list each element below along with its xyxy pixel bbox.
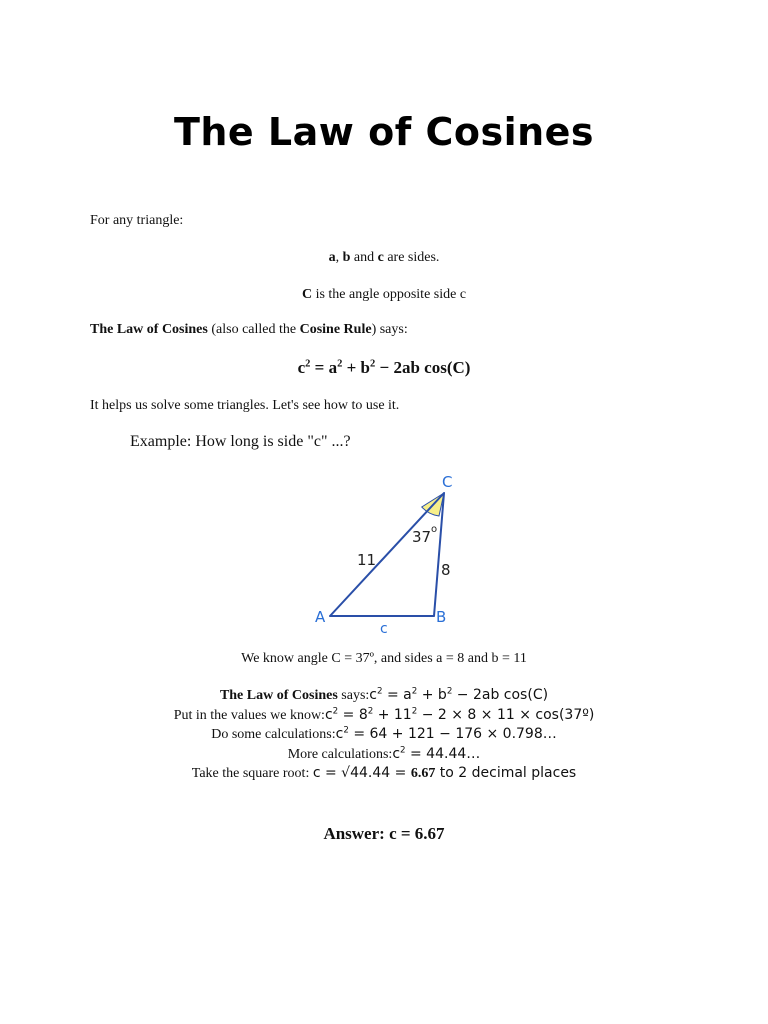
calc-formula: = 64 + 121 − 176 × 0.798… — [348, 726, 557, 742]
calc-law: The Law of Cosines — [219, 688, 338, 703]
calc-exp: 2 — [332, 705, 339, 716]
side-c: c — [377, 250, 384, 265]
calc-formula: c = √44.44 = — [312, 765, 411, 781]
calc-exp: 2 — [400, 744, 406, 755]
angle-rest: is the angle opposite side c — [312, 287, 467, 302]
calc-text: More calculations: — [287, 746, 393, 762]
f-exp: 2 — [305, 358, 311, 370]
calc-formula: − 2 × 8 × 11 × cos(37º) — [417, 706, 595, 723]
f-part: c — [297, 358, 306, 377]
and-text: and — [350, 250, 378, 265]
calc-text: says: — [337, 688, 370, 703]
calc-formula: c — [335, 726, 344, 742]
calc-line-2 — [0, 706, 768, 726]
sides-line — [0, 250, 768, 266]
law-name: The Law of Cosines — [90, 322, 208, 337]
side-a: a — [328, 250, 336, 265]
calc-formula: + 11 — [373, 706, 412, 723]
intro-text: For any triangle: — [90, 213, 184, 228]
example-heading: Example: How long is side "c" ...? — [130, 433, 351, 450]
known-values: We know angle C = 37º, and sides a = 8 and b = 11 — [241, 651, 527, 666]
angle-value: 37 — [412, 528, 432, 546]
vertex-A-label: A — [315, 608, 326, 626]
calc-exp: 2 — [411, 705, 418, 716]
calc-formula: c — [369, 687, 377, 703]
calc-line-3 — [0, 725, 768, 745]
calc-exp: 2 — [367, 705, 374, 716]
calc-exp: 2 — [343, 725, 349, 736]
angle-line — [0, 287, 768, 303]
calc-formula: to 2 decimal places — [435, 765, 577, 781]
calculation-block — [0, 686, 768, 784]
calc-exp: 2 — [377, 686, 383, 697]
calc-exp: 2 — [446, 686, 453, 697]
f-part: + b — [342, 358, 370, 377]
calc-text: Put in the values we know: — [173, 707, 325, 723]
calc-text: Do some calculations: — [211, 727, 336, 742]
calc-formula: c — [392, 745, 401, 762]
f-part: − 2ab cos(C) — [375, 358, 471, 377]
side-a-length: 8 — [441, 561, 451, 579]
law-text-2: ) says: — [371, 322, 408, 337]
f-part: = a — [310, 358, 338, 377]
calc-line-1 — [0, 686, 768, 706]
vertex-B-label: B — [436, 608, 447, 626]
calc-formula: = 44.44… — [405, 745, 481, 762]
cosine-rule: Cosine Rule — [299, 322, 372, 337]
sides-rest: are sides. — [383, 250, 440, 265]
calc-line-5 — [0, 764, 768, 784]
calc-formula: = 8 — [338, 706, 368, 723]
f-exp: 2 — [337, 358, 343, 370]
calc-exp: 2 — [411, 686, 418, 697]
page-title: The Law of Cosines — [173, 110, 595, 154]
degree-symbol: o — [431, 524, 438, 535]
triangle-diagram — [300, 465, 480, 640]
sep: , — [335, 250, 343, 265]
calc-formula: + b — [417, 687, 447, 703]
side-c-label: c — [380, 621, 388, 637]
calc-text: Take the square root: — [191, 766, 313, 781]
triangle — [330, 493, 444, 616]
calc-formula: = a — [382, 687, 412, 703]
calc-result: 6.67 — [410, 766, 436, 781]
law-text-1: (also called the — [207, 322, 300, 337]
vertex-C-label: C — [442, 473, 453, 491]
main-formula — [0, 358, 768, 378]
side-b-length: 11 — [357, 551, 377, 569]
calc-formula: c — [324, 706, 333, 723]
calc-formula: − 2ab cos(C) — [452, 687, 549, 703]
calc-line-4 — [0, 745, 768, 765]
angle-C: C — [301, 287, 313, 302]
side-b: b — [342, 250, 351, 265]
helps-text: It helps us solve some triangles. Let's see how to use it. — [90, 398, 400, 413]
answer-line: Answer: c = 6.67 — [323, 824, 445, 843]
f-exp: 2 — [370, 358, 376, 370]
law-line — [90, 322, 408, 338]
